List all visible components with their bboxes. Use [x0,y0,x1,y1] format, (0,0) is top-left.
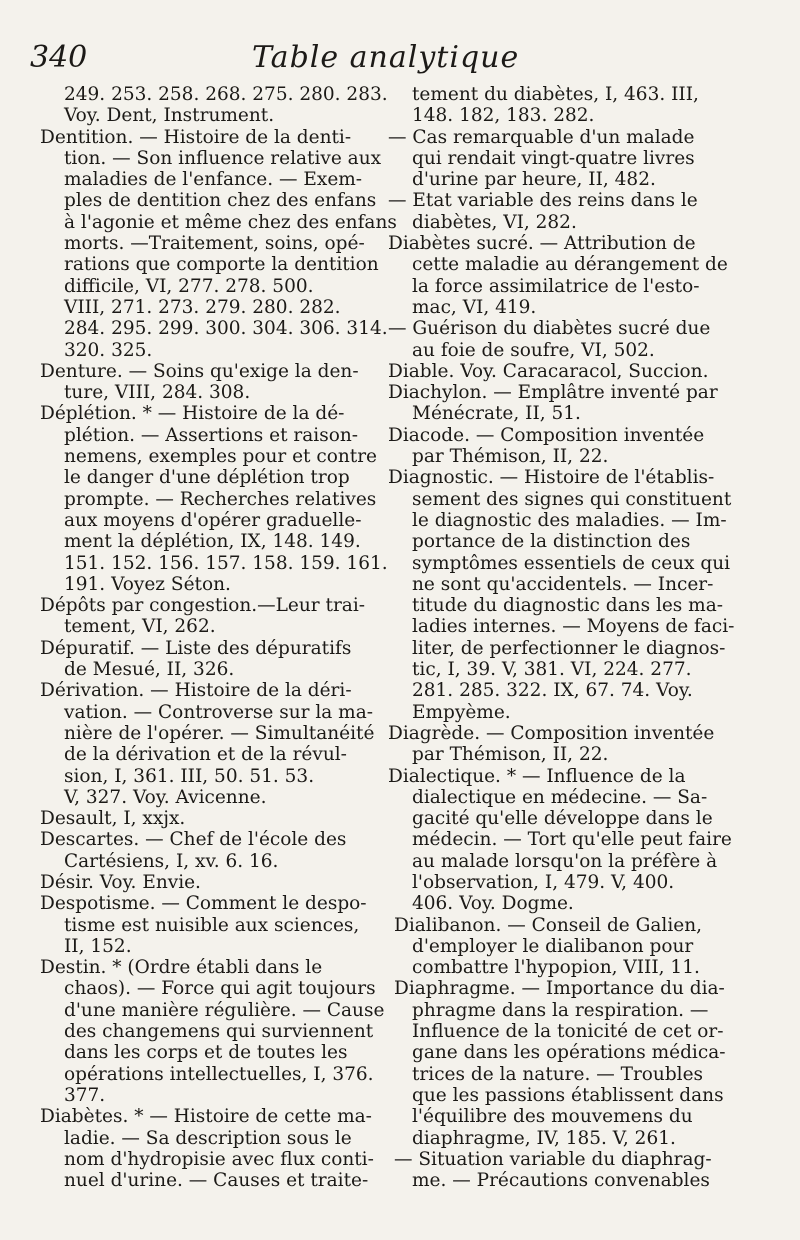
index-line: d'une manière régulière. — Cause [64,999,385,1021]
index-line: médecin. — Tort qu'elle peut faire [412,829,732,851]
index-line: Dentition. — Histoire de la denti- [40,126,352,148]
index-line: Empyème. [412,701,511,723]
index-line: maladies de l'enfance. — Exem- [64,169,363,191]
index-line: l'équilibre des mouvemens du [412,1106,693,1128]
index-line: 281. 285. 322. IX, 67. 74. Voy. [412,680,693,702]
index-line: ladies internes. — Moyens de faci- [412,616,735,638]
index-line: dialectique en médecine. — Sa- [412,786,708,808]
index-line: le danger d'une déplétion trop [64,467,350,489]
index-line: diabètes, VI, 282. [412,211,577,233]
index-line: sement des signes qui constituent [412,488,732,510]
index-line: Cartésiens, I, xv. 6. 16. [64,850,279,872]
index-line: chaos). — Force qui agit toujours [64,978,376,1000]
index-line: plétion. — Assertions et raison- [64,424,359,446]
index-line: Desault, I, xxjx. [40,808,186,830]
index-line: VIII, 271. 273. 279. 280. 282. [64,296,341,318]
index-line: d'employer le dialibanon pour [412,935,694,957]
index-line: Dérivation. — Histoire de la déri- [40,680,352,702]
index-line: sion, I, 361. III, 50. 51. 53. [64,765,315,787]
index-line: ladie. — Sa description sous le [64,1127,352,1149]
index-line: combattre l'hypopion, VIII, 11. [412,957,700,979]
index-line: tement, VI, 262. [64,616,216,638]
index-line: vation. — Controverse sur la ma- [64,701,373,723]
index-line: 148. 182, 183. 282. [412,105,595,127]
index-line: V, 327. Voy. Avicenne. [64,786,267,808]
index-line: Despotisme. — Comment le despo- [40,893,367,915]
index-line: liter, de perfectionner le diagnos- [412,637,726,659]
index-line: Diachylon. — Emplâtre inventé par [388,382,718,404]
index-line: des changemens qui surviennent [64,1021,374,1043]
index-line: Destin. * (Ordre établi dans le [40,957,323,979]
index-line: 284. 295. 299. 300. 304. 306. 314. [64,318,388,340]
index-line: au foie de soufre, VI, 502. [412,339,655,361]
index-line: Descartes. — Chef de l'école des [40,829,347,851]
index-line: phragme dans la respiration. — [412,999,709,1021]
index-line: 406. Voy. Dogme. [412,893,574,915]
index-line: 320. 325. [64,339,153,361]
page-number: 340 [30,40,88,75]
index-line: par Thémison, II, 22. [412,744,609,766]
index-line: ture, VIII, 284. 308. [64,382,251,404]
index-line: symptômes essentiels de ceux qui [412,552,731,574]
index-line: nière de l'opérer. — Simultanéité [64,722,375,744]
index-line: prompte. — Recherches relatives [64,488,377,510]
index-line: titude du diagnostic dans les ma- [412,595,724,617]
index-line: nuel d'urine. — Causes et traite- [64,1170,369,1192]
index-line: le diagnostic des maladies. — Im- [412,509,727,531]
index-line: — Cas remarquable d'un malade [388,126,695,148]
index-line: à l'agonie et même chez des enfans [64,211,397,233]
index-line: 377. [64,1084,106,1106]
index-line: me. — Précautions convenables [412,1170,710,1192]
index-line: Diagrède. — Composition inventée [388,722,715,744]
index-line: Ménécrate, II, 51. [412,403,581,425]
index-line: ne sont qu'accidentels. — Incer- [412,573,714,595]
index-line: Dépuratif. — Liste des dépuratifs [40,637,352,659]
index-line: portance de la distinction des [412,531,691,553]
index-line: opérations intellectuelles, I, 376. [64,1063,374,1085]
index-line: Influence de la tonicité de cet or- [412,1021,724,1043]
index-line: morts. —Traitement, soins, opé- [64,233,365,255]
index-line: tement du diabètes, I, 463. III, [412,84,699,105]
index-line: Diabètes. * — Histoire de cette ma- [40,1106,372,1128]
index-line: de la dérivation et de la révul- [64,744,347,766]
index-line: qui rendait vingt-quatre livres [412,147,695,169]
index-line: — Etat variable des reins dans le [388,190,698,212]
index-line: au malade lorsqu'on la préfère à [412,850,718,872]
index-line: II, 152. [64,935,132,957]
index-line: par Thémison, II, 22. [412,446,609,468]
index-line: difficile, VI, 277. 278. 500. [64,275,314,297]
index-line: Diagnostic. — Histoire de l'établis- [388,467,715,489]
index-line: aux moyens d'opérer graduelle- [64,509,362,531]
right-column [388,84,763,1191]
index-line: l'observation, I, 479. V, 400. [412,871,675,893]
index-line: Diaphragme. — Importance du dia- [394,978,725,1000]
index-line: 249. 253. 258. 268. 275. 280. 283. [64,84,388,105]
index-line: Dialectique. * — Influence de la [388,765,686,787]
index-line: Dialibanon. — Conseil de Galien, [394,914,703,936]
index-line: d'urine par heure, II, 482. [412,169,656,191]
index-line: mac, VI, 419. [412,296,537,318]
index-line: Diable. Voy. Caracaracol, Succion. [388,360,709,382]
index-line: tisme est nuisible aux sciences, [64,914,360,936]
index-line: 191. Voyez Séton. [64,573,231,595]
index-line: que les passions établissent dans [412,1084,724,1106]
index-line: Denture. — Soins qu'exige la den- [40,360,359,382]
index-line: nom d'hydropisie avec flux conti- [64,1148,374,1170]
index-line: trices de la nature. — Troubles [412,1063,704,1085]
index-line: Désir. Voy. Envie. [40,871,201,893]
index-line: ment la déplétion, IX, 148. 149. [64,531,361,553]
index-line: 151. 152. 156. 157. 158. 159. 161. [64,552,388,574]
left-column [40,84,400,1191]
index-line: Déplétion. * — Histoire de la dé- [40,403,345,425]
index-line: Dépôts par congestion.—Leur trai- [40,595,365,617]
index-line: la force assimilatrice de l'esto- [412,275,700,297]
index-line: de Mesué, II, 326. [64,659,235,681]
page-title: Table analytique [252,40,520,75]
index-line: Diabètes sucré. — Attribution de [388,233,696,255]
index-line: tion. — Son influence relative aux [64,147,382,169]
index-line: dans les corps et de toutes les [64,1042,348,1064]
index-line: — Situation variable du diaphrag- [394,1148,712,1170]
index-line: — Guérison du diabètes sucré due [388,318,711,340]
index-line: gane dans les opérations médica- [412,1042,726,1064]
index-line: cette maladie au dérangement de [412,254,728,276]
index-line: Voy. Dent, Instrument. [64,105,275,127]
index-line: diaphragme, IV, 185. V, 261. [412,1127,676,1149]
index-line: Diacode. — Composition inventée [388,424,705,446]
index-line: nemens, exemples pour et contre [64,446,378,468]
index-line: rations que comporte la dentition [64,254,379,276]
index-line: gacité qu'elle développe dans le [412,808,713,830]
index-line: tic, I, 39. V, 381. VI, 224. 277. [412,659,692,681]
index-line: ples de dentition chez des enfans [64,190,377,212]
